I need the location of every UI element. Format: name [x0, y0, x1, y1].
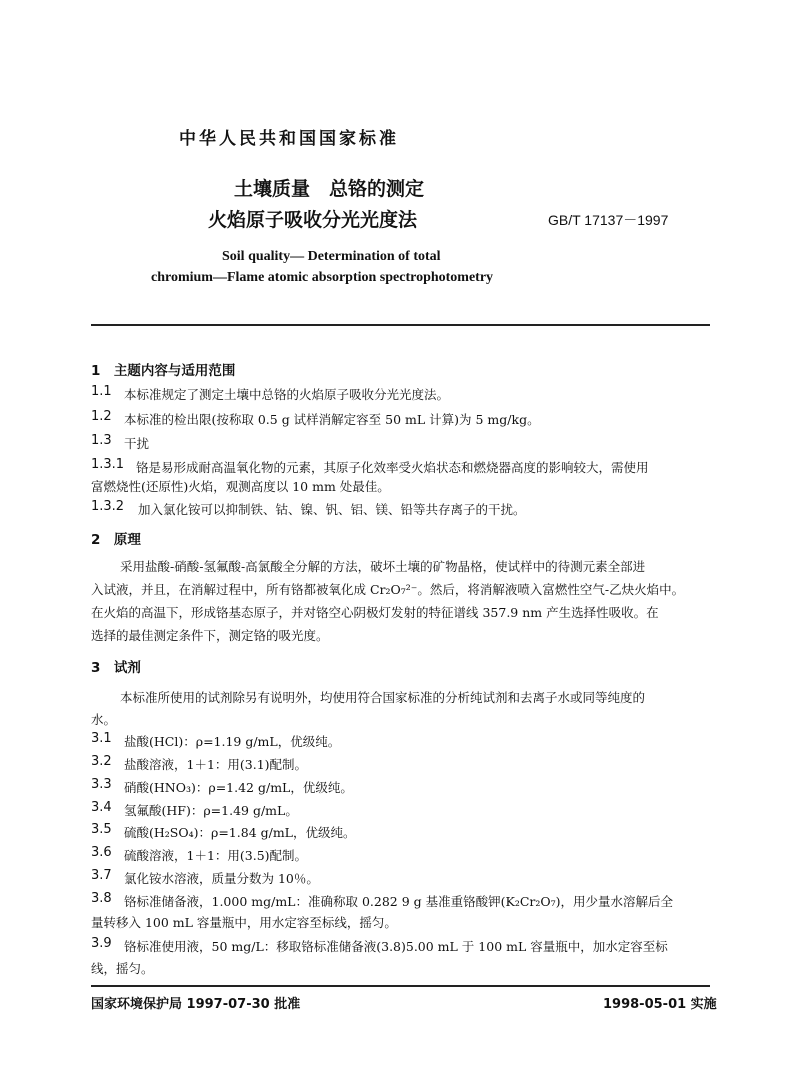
paragraph-line: 本标准所使用的试剂除另有说明外，均使用符合国家标准的分析纯试剂和去离子水或同等纯度的: [120, 690, 646, 705]
clause-text: 本标准的检出限(按称取 0.5 g 试样消解定容至 50 mL 计算)为 5 mg/kg。: [124, 412, 540, 427]
approval-date: 国家环境保护局 1997-07-30 批准: [91, 997, 301, 1012]
clause-number: 3.2: [91, 754, 112, 769]
clause-text: 铬标准储备液，1.000 mg/mL：准确称取 0.282 9 g 基准重铬酸钾(K₂Cr₂O₇)，用少量水溶解后全: [124, 894, 674, 909]
clause-number: 3.3: [91, 777, 112, 792]
clause-number: 3.6: [91, 845, 112, 860]
section-3-heading: 3 试剂: [91, 660, 141, 676]
clause-number: 1.2: [91, 409, 112, 424]
clause-text: 盐酸溶液，1＋1：用(3.1)配制。: [124, 757, 308, 772]
clause-text: 加入氯化铵可以抑制铁、钴、镍、钒、铝、镁、铅等共存离子的干扰。: [138, 502, 526, 517]
section-1-heading: 1 主题内容与适用范围: [91, 363, 236, 379]
paragraph-line: 水。: [91, 712, 117, 727]
clause-number: 1.3.2: [91, 499, 125, 514]
clause-number: 1.3: [91, 433, 112, 448]
footer-divider: [91, 985, 710, 987]
title-en-line-1: Soil quality— Determination of total: [222, 249, 441, 264]
clause-text-continued: 量转移入 100 mL 容量瓶中，用水定容至标线，摇匀。: [91, 915, 397, 930]
clause-text: 干扰: [124, 436, 150, 451]
national-standard-title: 中华人民共和国国家标准: [179, 129, 399, 149]
clause-text: 氯化铵水溶液，质量分数为 10％。: [124, 871, 319, 886]
paragraph-line: 选择的最佳测定条件下，测定铬的吸光度。: [91, 628, 329, 643]
section-2-heading: 2 原理: [91, 532, 141, 548]
clause-text: 铬标准使用液，50 mg/L：移取铬标准储备液(3.8)5.00 mL 于 100 mL 容量瓶中，加水定容至标: [124, 939, 668, 954]
clause-number: 1.3.1: [91, 457, 125, 472]
paragraph-line: 入试液，并且，在消解过程中，所有铬都被氧化成 Cr₂O₇²⁻。然后，将消解液喷入富燃性空气-乙炔火焰中。: [91, 582, 685, 597]
title-cn-line-1: 土壤质量 总铬的测定: [234, 178, 425, 200]
title-en-line-2: chromium—Flame atomic absorption spectrophotometry: [151, 270, 494, 285]
clause-text: 本标准规定了测定土壤中总铬的火焰原子吸收分光光度法。: [124, 387, 450, 402]
clause-text: 铬是易形成耐高温氧化物的元素，其原子化效率受火焰状态和燃烧器高度的影响较大，需使用: [136, 460, 649, 475]
clause-number: 3.8: [91, 891, 112, 906]
clause-text: 氢氟酸(HF)：ρ=1.49 g/mL。: [124, 803, 298, 818]
clause-number: 3.7: [91, 868, 112, 883]
implementation-date: 1998-05-01 实施: [603, 997, 717, 1012]
standard-number: GB/T 17137－1997: [548, 212, 669, 228]
clause-number: 3.4: [91, 800, 112, 815]
clause-text: 硫酸(H₂SO₄)：ρ=1.84 g/mL，优级纯。: [124, 825, 356, 840]
clause-text: 盐酸(HCl)：ρ=1.19 g/mL，优级纯。: [124, 734, 341, 749]
clause-text-continued: 线，摇匀。: [91, 961, 154, 976]
paragraph-line: 采用盐酸-硝酸-氢氟酸-高氯酸全分解的方法，破坏土壤的矿物晶格，使试样中的待测元素全部进: [120, 559, 646, 574]
clause-number: 3.1: [91, 731, 112, 746]
clause-text: 硝酸(HNO₃)：ρ=1.42 g/mL，优级纯。: [124, 780, 353, 795]
clause-number: 1.1: [91, 384, 112, 399]
header-divider: [91, 324, 710, 326]
title-cn-line-2: 火焰原子吸收分光光度法: [208, 209, 418, 231]
clause-number: 3.5: [91, 822, 112, 837]
clause-text: 硫酸溶液，1＋1：用(3.5)配制。: [124, 848, 308, 863]
clause-text-continued: 富燃烧性(还原性)火焰，观测高度以 10 mm 处最佳。: [91, 479, 390, 494]
paragraph-line: 在火焰的高温下，形成铬基态原子，并对铬空心阴极灯发射的特征谱线 357.9 nm 产生选择性吸收。在: [91, 605, 659, 620]
clause-number: 3.9: [91, 936, 112, 951]
